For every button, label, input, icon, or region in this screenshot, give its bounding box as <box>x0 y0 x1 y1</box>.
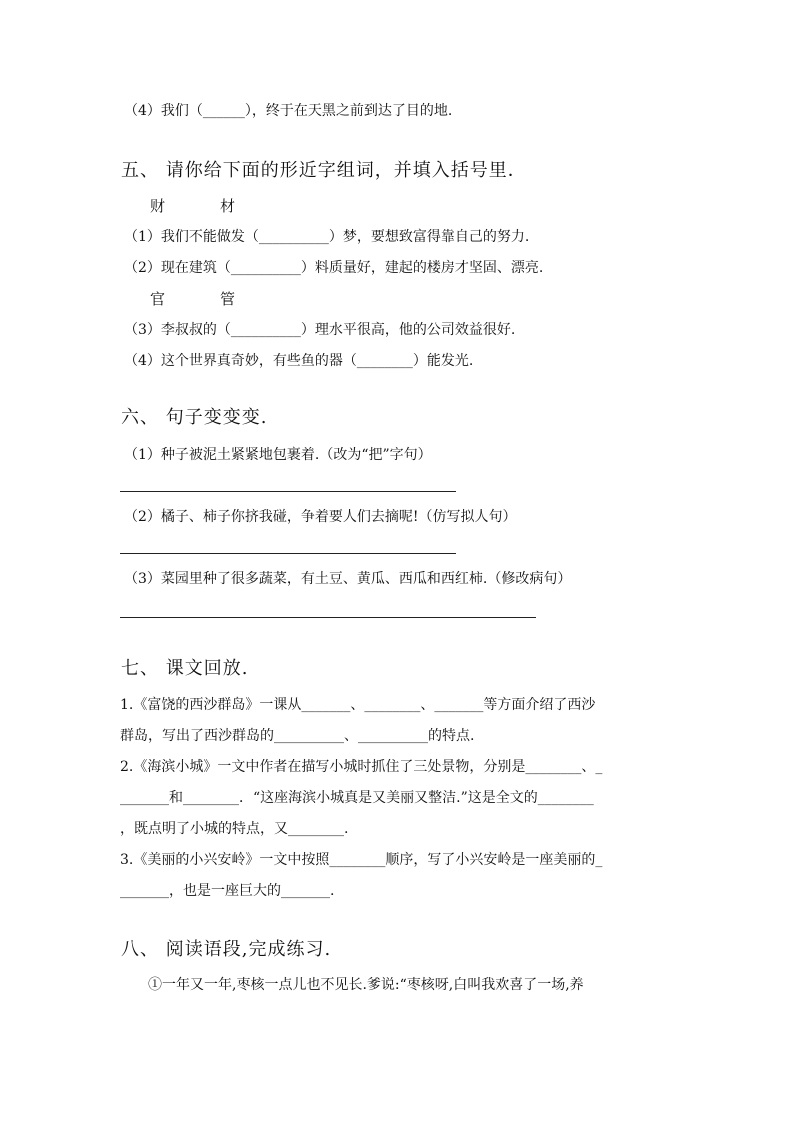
question-7-3-line-2: _______，也是一座巨大的_______. <box>120 883 335 899</box>
question-5-4: （4）这个世界真奇妙，有些鱼的器（________）能发光. <box>124 353 474 369</box>
section-5-title: 五、 请你给下面的形近字组词，并填入括号里． <box>121 160 527 181</box>
reading-paragraph-1: ①一年又一年,枣核一点儿也不见长.爹说:“枣核呀,白叫我欢喜了一场,养 <box>148 977 584 993</box>
question-7-2-line-3: ，既点明了小城的特点，又________. <box>120 821 349 837</box>
answer-line-6-2 <box>120 553 456 554</box>
question-4-4: （4）我们（______），终于在天黑之前到达了目的地. <box>124 103 453 119</box>
question-7-1-line-1: 1.《富饶的西沙群岛》一课从_______、________、_______等方面介绍了西沙 <box>120 697 596 713</box>
answer-line-6-3 <box>120 617 536 618</box>
char-pair-1: 财 材 <box>150 197 256 215</box>
answer-line-6-1 <box>120 491 456 492</box>
question-7-3-line-1: 3.《美丽的小兴安岭》一文中按照________顺序，写了小兴安岭是一座美丽的_ <box>120 852 603 868</box>
section-8-title: 八、 阅读语段,完成练习. <box>121 939 332 960</box>
char-pair-2: 官 管 <box>150 290 256 308</box>
question-6-3: （3）菜园里种了很多蔬菜，有土豆、黄瓜、西瓜和西红柿.（修改病句） <box>124 571 572 587</box>
section-6-title: 六、 句子变变变. <box>121 407 268 428</box>
question-5-3: （3）李叔叔的（__________）理水平很高，他的公司效益很好. <box>124 322 516 338</box>
question-7-1-line-2: 群岛，写出了西沙群岛的__________、__________的特点. <box>120 728 475 744</box>
question-5-1: （1）我们不能做发（__________）梦，要想致富得靠自己的努力. <box>124 229 530 245</box>
question-7-2-line-1: 2.《海滨小城》一文中作者在描写小城时抓住了三处景物，分别是________、_ <box>120 759 603 775</box>
question-6-1: （1）种子被泥土紧紧地包裹着.（改为“把”字句） <box>124 447 432 463</box>
section-7-title: 七、 课文回放. <box>121 658 249 679</box>
question-7-2-line-2: _______和________．“这座海滨小城真是又美丽又整洁.”这是全文的________ <box>120 790 594 806</box>
question-5-2: （2）现在建筑（__________）料质量好，建起的楼房才坚固、漂亮. <box>124 260 544 276</box>
question-6-2: （2）橘子、柿子你挤我碰，争着要人们去摘呢!（仿写拟人句） <box>124 509 517 525</box>
